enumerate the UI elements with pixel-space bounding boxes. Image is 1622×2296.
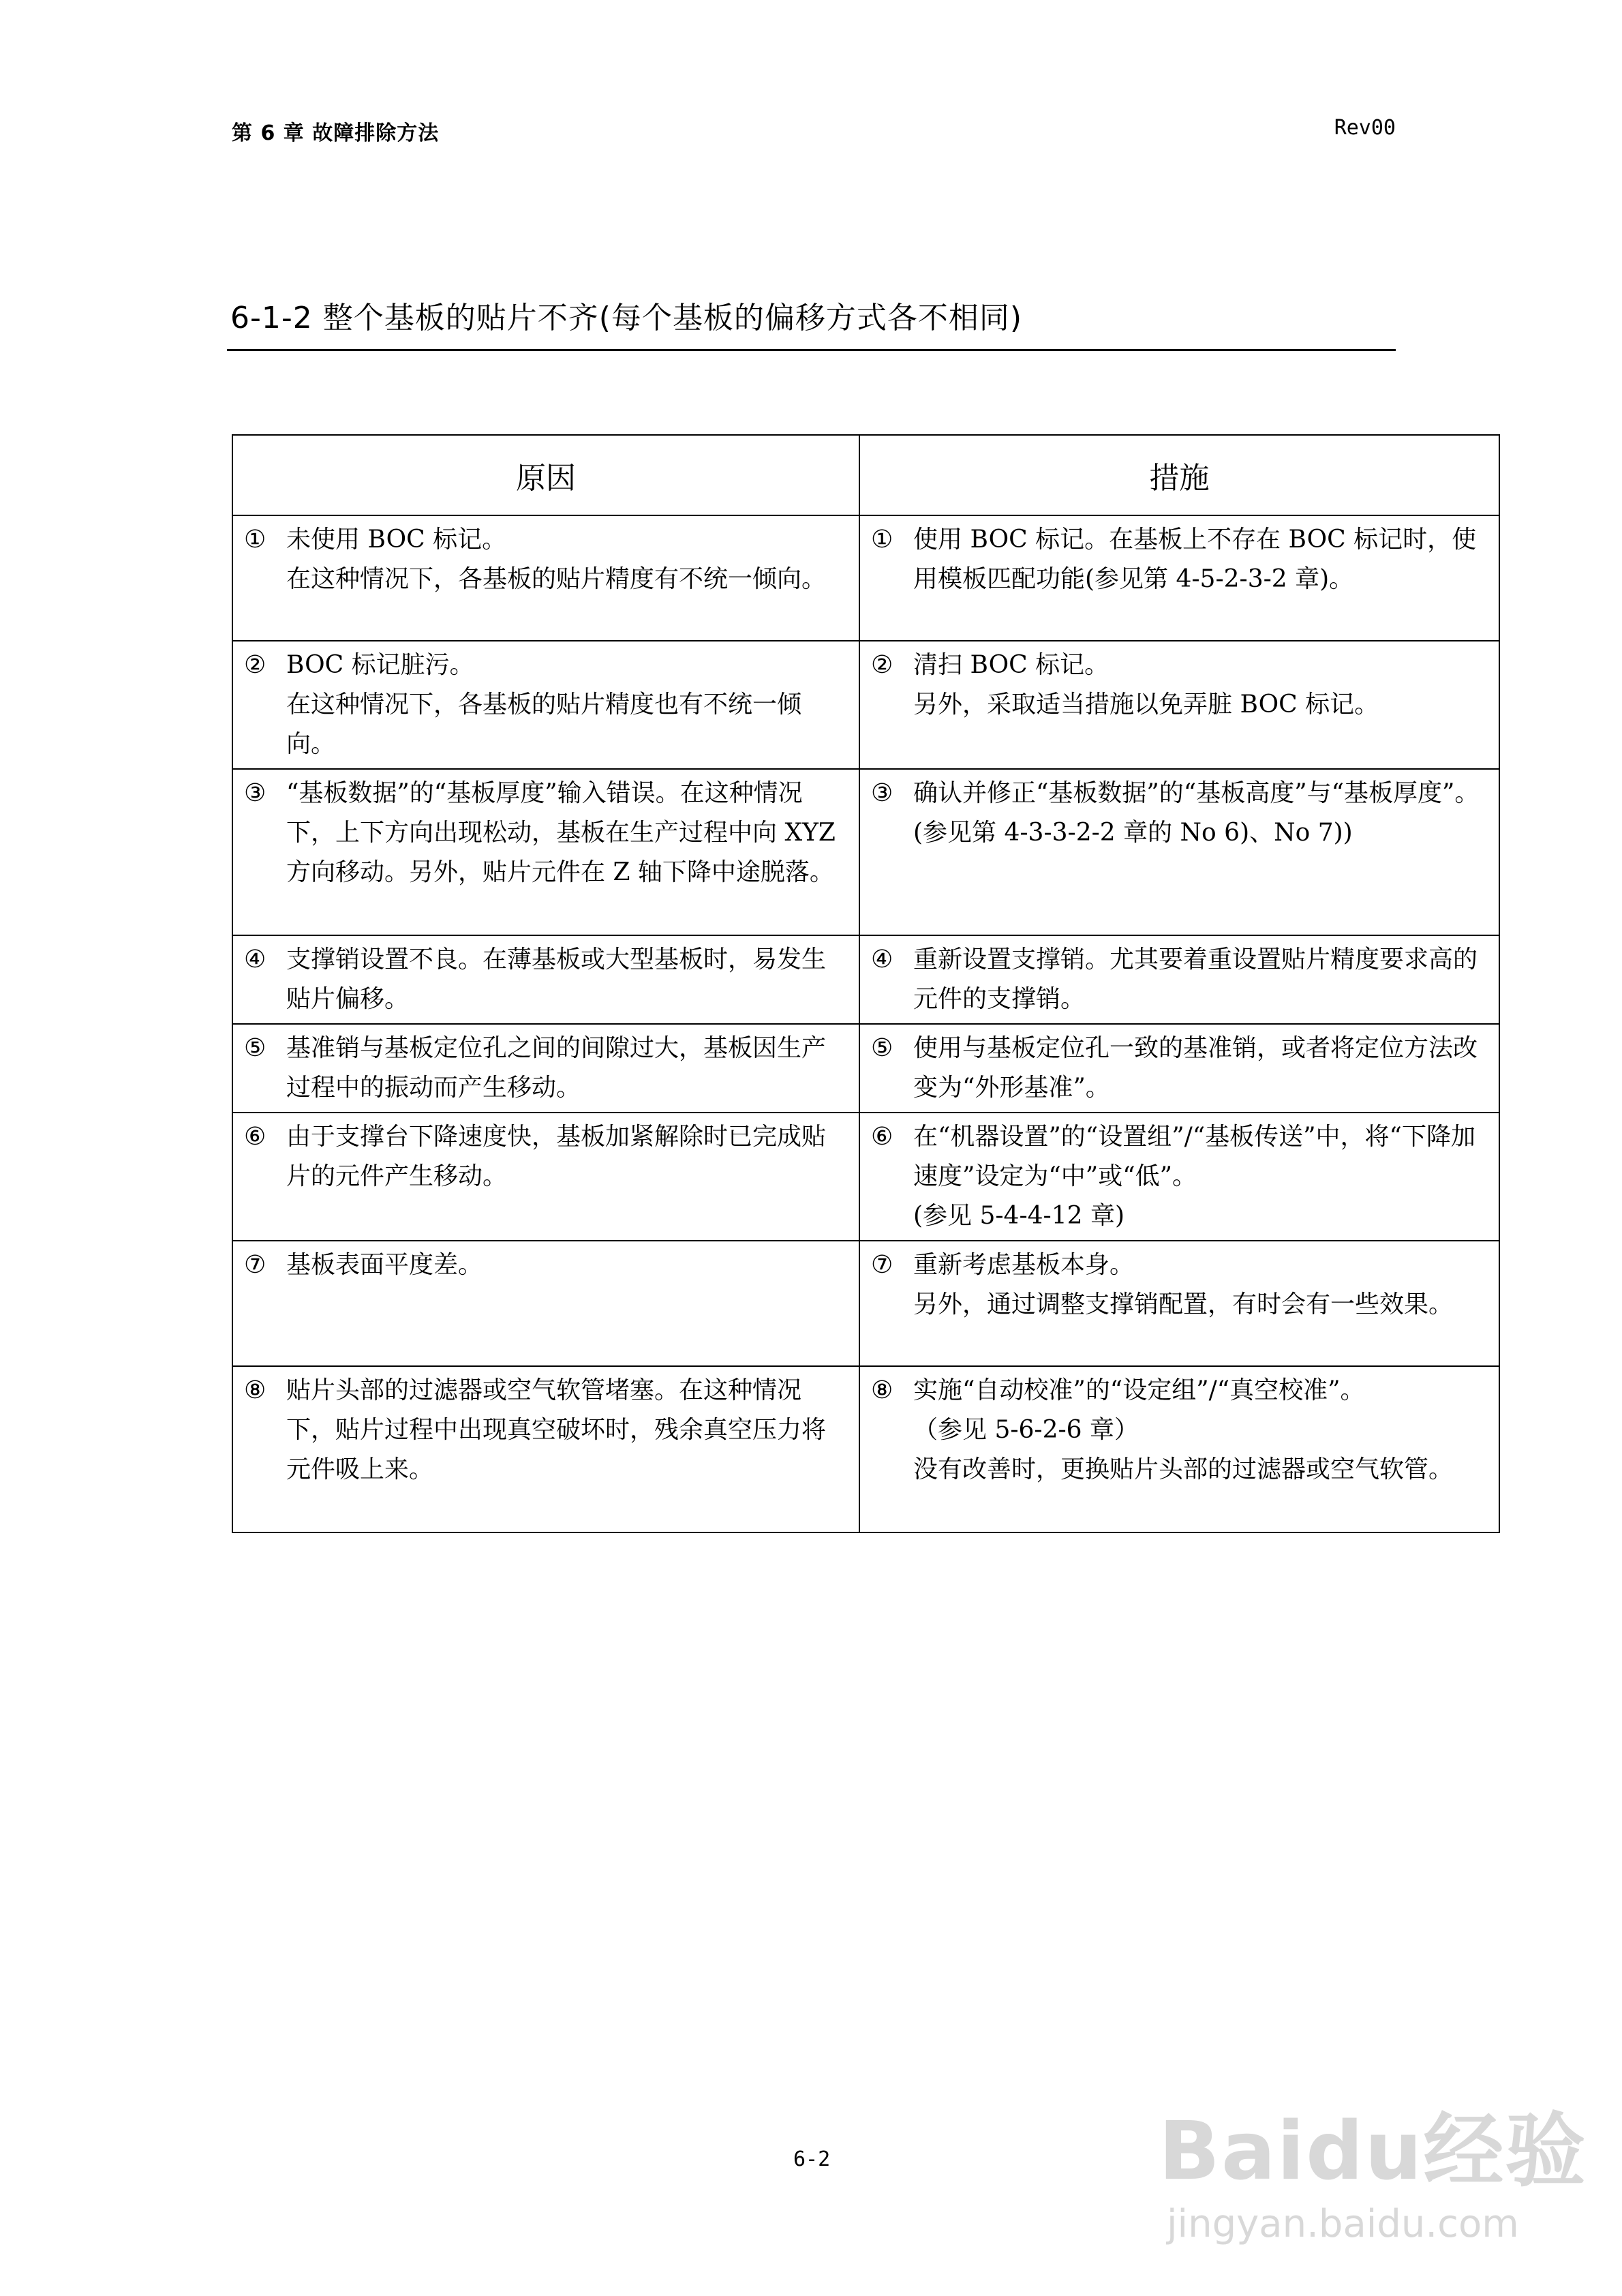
cause-text: 基板表面平度差。 xyxy=(286,1251,483,1279)
table-row xyxy=(232,935,1499,1024)
cause-cell xyxy=(232,1024,859,1113)
cause-column-header: 原因 xyxy=(232,435,859,515)
item-number: ③ xyxy=(244,779,266,807)
watermark-url: jingyan.baidu.com xyxy=(1167,2202,1519,2246)
table-row xyxy=(232,515,1499,641)
cause-text: 支撑销设置不良。在薄基板或大型基板时，易发生贴片偏移。 xyxy=(286,946,827,1013)
measure-text: 确认并修正“基板数据”的“基板高度”与“基板厚度”。 (参见第 4-3-3-2-2 章的 No 6)、No 7)) xyxy=(913,779,1480,847)
measure-text: 实施“自动校准”的“设定组”/“真空校准”。 （参见 5-6-2-6 章） 没有改善时，更换贴片头部的过滤器或空气软管。 xyxy=(913,1376,1454,1483)
table-row xyxy=(232,1366,1499,1532)
measure-cell xyxy=(859,641,1499,769)
table-header-row xyxy=(232,435,1499,515)
item-number: ⑥ xyxy=(244,1123,266,1151)
cause-cell xyxy=(232,641,859,769)
baidu-watermark xyxy=(1159,2086,1587,2270)
item-number: ⑧ xyxy=(244,1376,266,1404)
table-row xyxy=(232,1024,1499,1113)
page-number: 6-2 xyxy=(793,2147,831,2171)
item-number: ④ xyxy=(871,946,893,973)
measure-cell xyxy=(859,769,1499,935)
item-number: ① xyxy=(871,526,893,554)
table-row xyxy=(232,1113,1499,1241)
measure-cell xyxy=(859,935,1499,1024)
cause-text: 基准销与基板定位孔之间的间隙过大，基板因生产过程中的振动而产生移动。 xyxy=(286,1034,827,1102)
cause-text: BOC 标记脏污。 在这种情况下，各基板的贴片精度也有不统一倾向。 xyxy=(286,651,802,758)
measure-text: 重新考虑基板本身。 另外，通过调整支撑销配置，有时会有一些效果。 xyxy=(913,1251,1454,1318)
cause-cell xyxy=(232,769,859,935)
measure-text: 使用与基板定位孔一致的基准销，或者将定位方法改变为“外形基准”。 xyxy=(913,1034,1478,1102)
measure-cell xyxy=(859,1113,1499,1241)
chapter-header: 第 6 章 故障排除方法 xyxy=(232,121,440,145)
item-number: ③ xyxy=(871,779,893,807)
item-number: ② xyxy=(871,651,893,679)
item-number: ⑦ xyxy=(871,1251,893,1279)
title-underline xyxy=(227,349,1396,351)
measure-text: 使用 BOC 标记。在基板上不存在 BOC 标记时，使用模板匹配功能(参见第 4-5-2-3-2 章)。 xyxy=(913,526,1477,593)
item-number: ⑤ xyxy=(871,1034,893,1062)
table-row xyxy=(232,641,1499,769)
item-number: ⑧ xyxy=(871,1376,893,1404)
item-number: ⑤ xyxy=(244,1034,266,1062)
item-number: ② xyxy=(244,651,266,679)
item-number: ④ xyxy=(244,946,266,973)
measure-cell xyxy=(859,1241,1499,1366)
measure-text: 在“机器设置”的“设置组”/“基板传送”中，将“下降加速度”设定为“中”或“低”。 (参见 5-4-4-12 章) xyxy=(913,1123,1475,1230)
item-number: ① xyxy=(244,526,266,554)
section-title: 6-1-2 整个基板的贴片不齐(每个基板的偏移方式各不相同) xyxy=(230,301,1023,335)
item-number: ⑦ xyxy=(244,1251,266,1279)
revision-label: Rev00 xyxy=(1334,116,1396,140)
cause-cell xyxy=(232,1113,859,1241)
cause-text: “基板数据”的“基板厚度”输入错误。在这种情况下，上下方向出现松动，基板在生产过程中向 XYZ 方向移动。另外，贴片元件在 Z 轴下降中途脱落。 xyxy=(286,779,836,886)
cause-text: 贴片头部的过滤器或空气软管堵塞。在这种情况下，贴片过程中出现真空破坏时，残余真空压力将元件吸上来。 xyxy=(286,1376,827,1483)
table-row xyxy=(232,769,1499,935)
measure-cell xyxy=(859,1024,1499,1113)
measure-column-header: 措施 xyxy=(859,435,1499,515)
cause-text: 未使用 BOC 标记。 在这种情况下，各基板的贴片精度有不统一倾向。 xyxy=(286,526,827,593)
cause-cell xyxy=(232,1241,859,1366)
cause-text: 由于支撑台下降速度快，基板加紧解除时已完成贴片的元件产生移动。 xyxy=(286,1123,827,1190)
cause-cell xyxy=(232,1366,859,1532)
item-number: ⑥ xyxy=(871,1123,893,1151)
troubleshooting-table xyxy=(232,434,1500,1533)
measure-text: 清扫 BOC 标记。 另外，采取适当措施以免弄脏 BOC 标记。 xyxy=(913,651,1379,719)
table-row xyxy=(232,1241,1499,1366)
cause-cell xyxy=(232,935,859,1024)
measure-cell xyxy=(859,1366,1499,1532)
measure-text: 重新设置支撑销。尤其要着重设置贴片精度要求高的元件的支撑销。 xyxy=(913,946,1478,1013)
watermark-logo: Baidu经验 xyxy=(1159,2104,1587,2198)
cause-cell xyxy=(232,515,859,641)
measure-cell xyxy=(859,515,1499,641)
